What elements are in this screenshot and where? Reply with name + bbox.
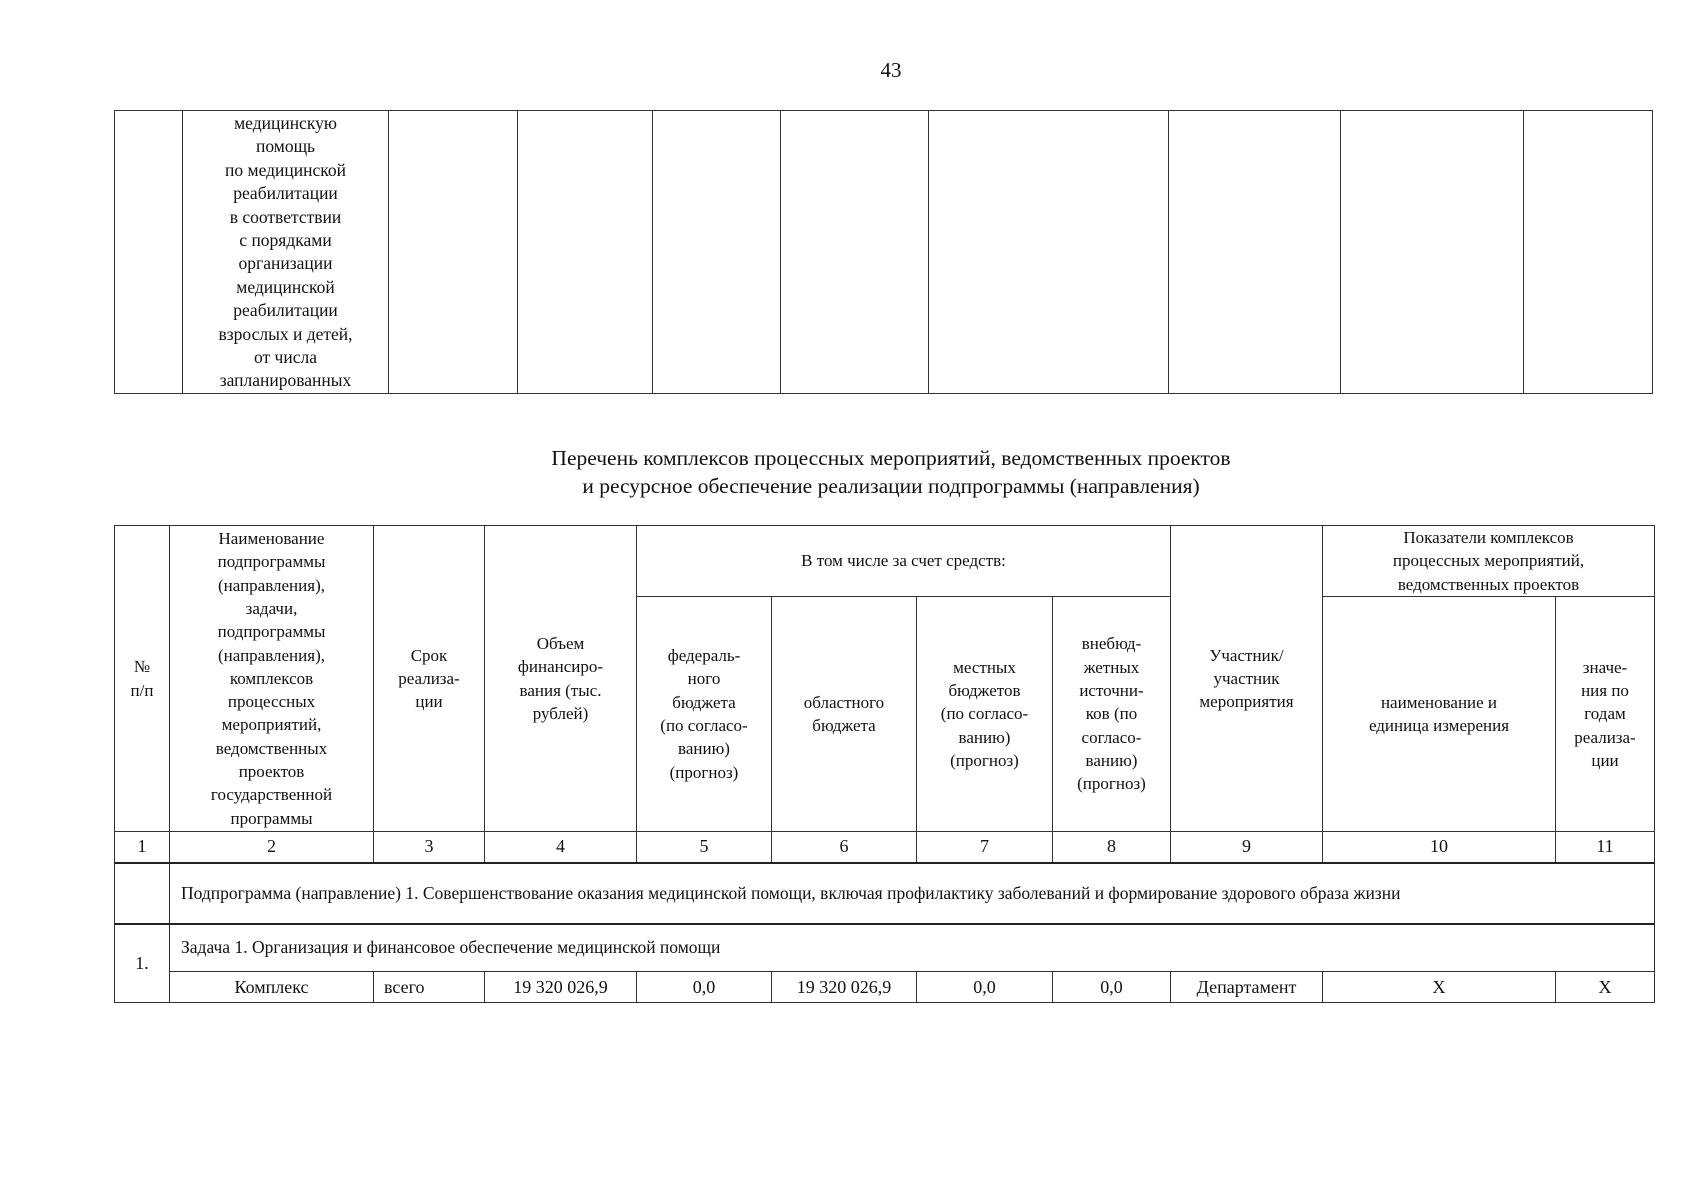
complex-volume: 19 320 026,9 <box>485 972 637 1003</box>
task-title: Задача 1. Организация и финансовое обеспечение медицинской помощи <box>170 924 1655 972</box>
header-volume: Объем финансиро- вания (тыс. рублей) <box>485 526 637 832</box>
complex-regional: 19 320 026,9 <box>772 972 917 1003</box>
subprogram-row <box>115 863 1655 924</box>
complex-term: всего <box>374 972 485 1003</box>
header-no: № п/п <box>115 526 170 832</box>
subprogram-title: Подпрограмма (направление) 1. Совершенствование оказания медицинской помощи, включая профилактику заболеваний и формирование здорового образа жизни <box>170 863 1655 924</box>
complex-name: Комплекс <box>170 972 374 1003</box>
task-row <box>115 924 1655 972</box>
complex-local: 0,0 <box>917 972 1053 1003</box>
header-name: Наименование подпрограммы (направления), задачи, подпрограммы (направления), комплексов процессных мероприятий, ведомственных проектов государственной программы <box>170 526 374 832</box>
complex-indicator-values: Х <box>1556 972 1655 1003</box>
cont-cell-text <box>183 111 389 394</box>
complex-indicator-name: Х <box>1323 972 1556 1003</box>
header-row-1 <box>115 526 1655 597</box>
continuation-text: медицинскую помощь по медицинской реабилитации в соответствии с порядками организации медицинской реабилитации взрослых и детей, от числа запланированных <box>218 113 353 391</box>
column-number: 9 <box>1171 832 1323 863</box>
complex-federal: 0,0 <box>637 972 772 1003</box>
column-number-row <box>115 832 1655 863</box>
column-number: 10 <box>1323 832 1556 863</box>
section-title: Перечень комплексов процессных мероприятий, ведомственных проектов и ресурсное обеспечение реализации подпрограммы (направления) <box>551 446 1231 498</box>
page-number: 43 <box>880 58 902 82</box>
header-indicator-values: значе- ния по годам реализа- ции <box>1556 597 1655 832</box>
task-number: 1. <box>115 924 170 1003</box>
column-number: 5 <box>637 832 772 863</box>
column-number: 2 <box>170 832 374 863</box>
continuation-table <box>114 110 1653 394</box>
column-number: 6 <box>772 832 917 863</box>
header-indicators-group: Показатели комплексов процессных мероприятий, ведомственных проектов <box>1323 526 1655 597</box>
header-federal: федераль- ного бюджета (по согласо- ванию) (прогноз) <box>637 597 772 832</box>
column-number: 7 <box>917 832 1053 863</box>
header-term: Срок реализа- ции <box>374 526 485 832</box>
header-funds-group: В том числе за счет средств: <box>637 526 1171 597</box>
header-indicator-name: наименование и единица измерения <box>1323 597 1556 832</box>
header-local: местных бюджетов (по согласо- ванию) (прогноз) <box>917 597 1053 832</box>
resource-table <box>114 525 1655 1003</box>
header-regional: областного бюджета <box>772 597 917 832</box>
column-number: 3 <box>374 832 485 863</box>
header-participant: Участник/ участник мероприятия <box>1171 526 1323 832</box>
complex-row <box>115 972 1655 1003</box>
column-number: 1 <box>115 832 170 863</box>
column-number: 11 <box>1556 832 1655 863</box>
complex-participant: Департамент <box>1171 972 1323 1003</box>
cont-cell-empty <box>115 111 183 394</box>
complex-extra: 0,0 <box>1053 972 1171 1003</box>
column-number: 8 <box>1053 832 1171 863</box>
column-number: 4 <box>485 832 637 863</box>
header-extra: внебюд- жетных источни- ков (по согласо- ванию) (прогноз) <box>1053 597 1171 832</box>
